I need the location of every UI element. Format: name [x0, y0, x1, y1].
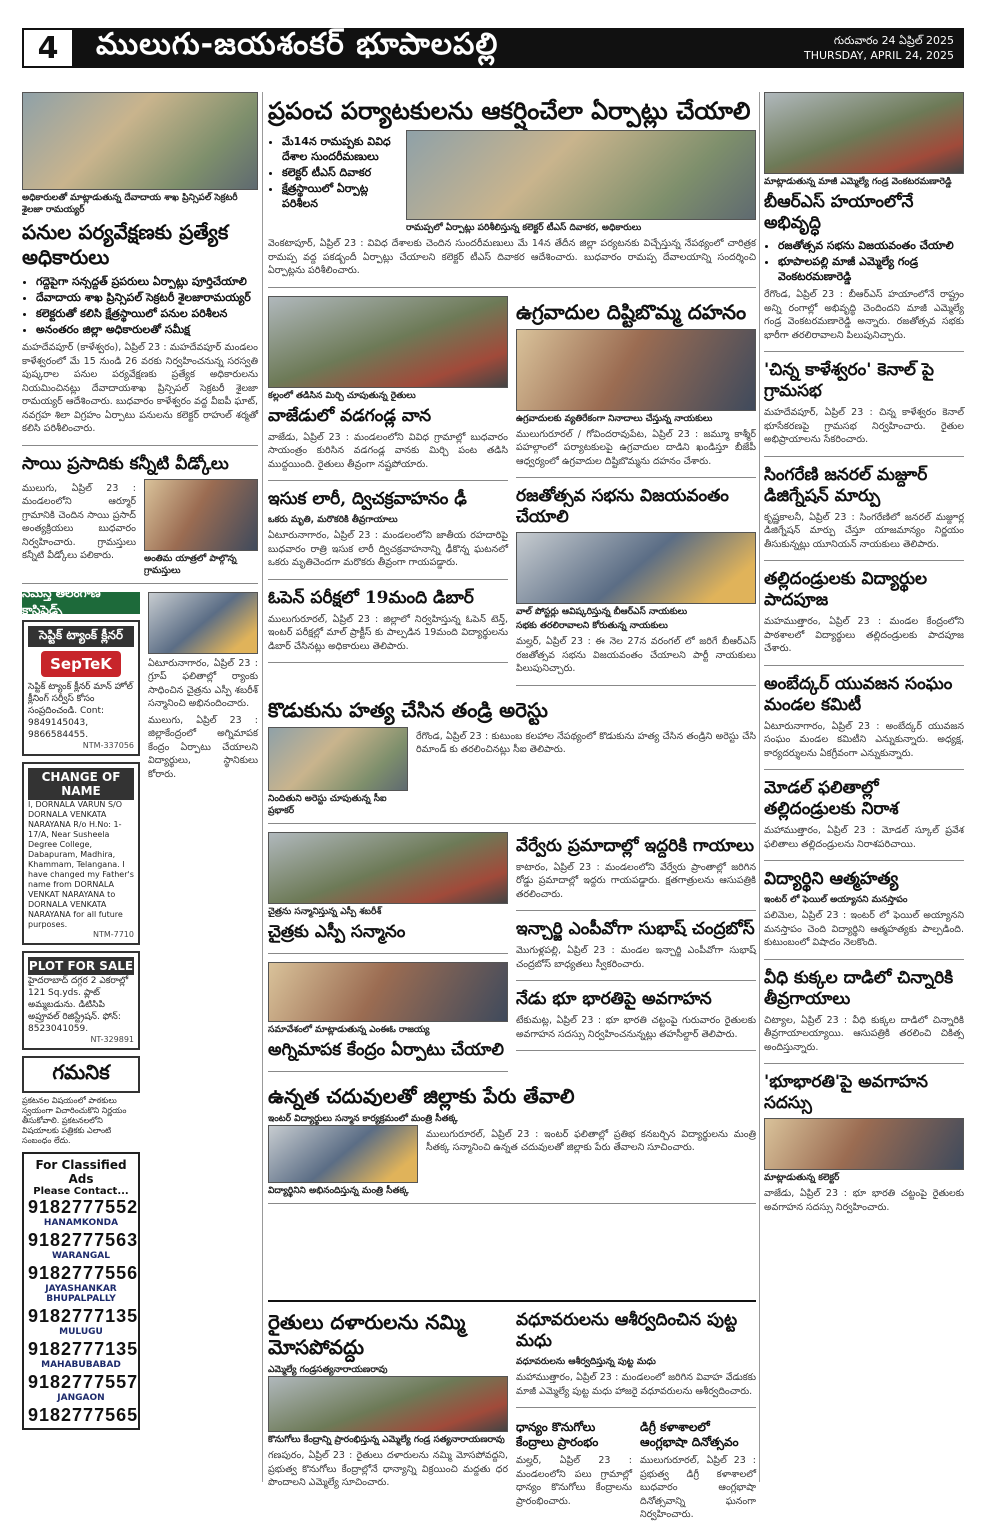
story-body: ఏటూరునాగారం, ఏప్రిల్ 23 : మండలంలోని జాతీయ రహదారిపై బుధవారం రాత్రి ఇసుక లారీ ద్విచక్రవాహనాన్ని ఢీకొన్న ఘటనలో ఒకరు మృతిచెందగా మరొకరు తీవ్రంగా గాయపడ్డారు.: [268, 530, 508, 568]
bullet-list: [268, 134, 398, 211]
contact-area: MULUGU: [59, 1326, 103, 1337]
contact-phone: 9182777135: [28, 1305, 139, 1326]
photo-wrap: [268, 1125, 418, 1197]
date-telugu: గురువారం 24 ఏప్రిల్ 2025: [833, 34, 954, 47]
headline: విద్యార్థిని ఆత్మహత్య: [764, 869, 899, 889]
left-sub-column: [268, 832, 508, 1080]
story-body: ములుగు, ఏప్రిల్ 23 : జిల్లాకేంద్రంలో అగ్నిమాపక కేంద్రం ఏర్పాటు చేయాలని విద్యార్థులు, స్థానికులు కోరారు.: [148, 714, 258, 780]
septic-ad: [22, 620, 140, 756]
ad-text: I, DORNALA VARUN S/O DORNALA VENKATA NARAYANA R/o H.No: 1-17/A, Near Susheela Degree College, Dabapuram, Madhira, Khammam, Telangana. I have changed my Father's name from DORNALA VENKAT NARAYANA to DORNALA VENKATA NARAYANA for all future purposes.: [28, 799, 134, 929]
headline: 'చిన్న కాళేశ్వరం' కెనాల్ పై గ్రామసభ: [764, 360, 934, 401]
photo-wrap: [268, 727, 408, 817]
photo-caption: నిందితుని అరెస్టు చూపుతున్న సీఐ ప్రభాకర్: [268, 793, 387, 816]
story-body: వాజేడు, ఏప్రిల్ 23 : భూ భారతి చట్టంపై రైతులకు అవగాహన సదస్సు నిర్వహించారు.: [764, 1188, 964, 1213]
sub-headline: ఇంటర్ లో ఫెయిల్ అయ్యానని మనస్తాపం: [764, 895, 908, 905]
story-vehicle-accidents: [516, 836, 756, 912]
headline: పనుల పర్యవేక్షణకు ప్రత్యేక అధికారులు: [22, 220, 229, 269]
story-rain: [268, 296, 508, 482]
headline: బీఆర్ఎస్ హయాంలోనే అభివృద్ధి: [764, 192, 914, 233]
ad-label: PLOT FOR SALE: [28, 958, 134, 973]
story-degree: [640, 1416, 756, 1525]
story-open-exam: [268, 588, 508, 664]
ad-label: CHANGE OF NAME: [28, 768, 134, 800]
side-stories: [148, 592, 258, 1430]
story-photo: [148, 592, 258, 654]
story-body: పలిమెల, ఏప్రిల్ 23 : ఇంటర్ లో ఫెయిల్ అయ్యానని మనస్తాపం చెంది విద్యార్థిని ఆత్మహత్యకు పాల్పడింది. కుటుంబంలో విషాదం నెలకొంది.: [764, 910, 964, 948]
classified-contacts: [22, 1152, 140, 1430]
story-brs: [764, 92, 964, 352]
story-photo: [268, 296, 508, 388]
story-body: మహదేవపూర్ (కాళేశ్వరం), ఏప్రిల్ 23 : మహదేవపూర్ మండలం కాళేశ్వరంలో మే 15 నుండి 26 వరకు నిర్వహించనున్న సరస్వతి పుష్కరాల పనుల పర్యవేక్షణకు ప్రత్యేక అధికారులను నియమించినట్లు దేవాదాయశాఖ ప్రిన్సిపల్ సెక్రటరీ శైలజా రామయ్యర్ ఆదేశించారు. బుధవారం కాళేశ్వరం వద్ద వీఐపీ ఘాట్, నవగ్రహ శిలా విగ్రహం ఏర్పాటు పనులను కలెక్టర్ రాహుల్ శర్మతో కలిసి పరిశీలించారు.: [22, 342, 258, 434]
story-canal: [764, 360, 964, 457]
headline: రైతులు దళారులను నమ్మి మోసపోవద్దు: [268, 1310, 466, 1359]
story-row: [22, 479, 258, 577]
story-body: మొగుళ్లపల్లి, ఏప్రిల్ 23 : మండల ఇన్చార్జి ఎంపీవోగా సుభాష్ చంద్రబోస్ బాధ్యతలు స్వీకరించారు.: [516, 945, 756, 970]
page-title: ములుగు-జయశంకర్ భూపాలపల్లి: [96, 27, 499, 62]
story-parents: [764, 569, 964, 666]
contact-phone: 9182777552: [28, 1196, 139, 1217]
story-row: [268, 1125, 756, 1197]
septek-logo: SepTeK: [41, 651, 121, 677]
story-murder: [268, 698, 756, 824]
masthead: [22, 28, 964, 68]
contact-title: For Classified Ads: [35, 1157, 127, 1186]
headline: సాయి ప్రసాదికు కన్నీటి వీడ్కోలు: [22, 453, 229, 474]
story-effigy: [516, 300, 756, 479]
story-body-wrap: [416, 727, 756, 817]
headline: వధూవరులను ఆశీర్వదించిన పుట్ట మధు: [516, 1310, 738, 1351]
gamanika-title: గమనిక: [22, 1056, 140, 1093]
headline: ఓపెన్ పరీక్షలో 19మంది డిబార్: [268, 587, 474, 608]
story-photo: [268, 727, 408, 791]
story-chaitra: [268, 832, 508, 954]
story-row: [268, 296, 756, 694]
story-photo: [516, 532, 756, 604]
bullet-item: • మే14న రామప్పకు వివిధ దేశాల సుందరీమణులు: [282, 134, 398, 164]
contact-phone: 9182777565: [28, 1404, 139, 1425]
contact-subtitle: Please Contact...: [33, 1185, 129, 1197]
story-body: కృష్ణకాలనీ, ఏప్రిల్ 23 : సింగరేణిలో జనరల్ మజ్దూర్ల డిజిగ్నేషన్ మార్పు చేస్తూ యాజమాన్యం నిర్ణయం తీసుకున్నట్లు యూనియన్ నాయకులు తెలిపారు.: [764, 511, 964, 550]
story-higher-studies: [268, 1084, 756, 1204]
story-dog-attack: [764, 968, 964, 1065]
photo-caption: కల్లంలో తడిసిన మిర్చి చూపుతున్న రైతులు: [268, 390, 416, 401]
namasthe-telangana-logo: నమస్తే తెలంగాణ క్లాసిఫైడ్స్: [22, 592, 140, 614]
story-model-school: [764, 778, 964, 861]
story-sand-lorry: [268, 489, 508, 580]
headline: చైత్రకు ఎస్పీ సన్మానం: [268, 921, 406, 942]
photo-caption: చైత్రను సన్మానిస్తున్న ఎస్పీ శబరీశ్: [268, 906, 382, 917]
bullet-wrap: [268, 130, 398, 234]
contact-area: JANGAON: [57, 1392, 105, 1403]
bullet-item: • దేవాదాయ శాఖ ప్రిన్సిపల్ సెక్రటరీ శైలజారామయ్యర్: [36, 290, 258, 305]
contact-phone: 9182777557: [28, 1371, 139, 1392]
headline: ఇన్చార్జి ఎంపీవోగా సుభాష్ చంద్రబోస్: [516, 919, 755, 939]
date-box: [804, 33, 954, 63]
story-farmers: [268, 1306, 508, 1525]
photo-caption: మాట్లాడుతున్న మాజీ ఎమ్మెల్యే గండ్ర వెంకటరమణారెడ్డి: [764, 177, 952, 187]
change-of-name-ad: [22, 762, 140, 945]
bullet-item: • భూపాలపల్లి మాజీ ఎమ్మెల్యే గండ్ర వెంకటరమణారెడ్డి: [778, 254, 964, 284]
photo-caption: అంతిమ యాత్రలో పాల్గొన్న గ్రామస్తులు: [144, 553, 237, 576]
gamanika-text: ప్రకటనల విషయంలో పాఠకులు స్వయంగా విచారించుకొని నిర్ణయం తీసుకోవాలి. ప్రకటనలలోని విషయాలకు పత్రికకు ఎలాంటి సంబంధం లేదు.: [22, 1095, 127, 1145]
ads-row: [22, 585, 258, 1430]
story-wedding: [516, 1310, 756, 1408]
bullet-list: [764, 238, 964, 284]
photo-wrap: [144, 479, 258, 577]
ad-text: సెప్టిక్ ట్యాంక్ క్లీనర్ మాన్ హోల్ క్లీనింగ్ సర్వీస్ కోసం సంప్రదించండి. Cont: 9849145043, 9866584455.: [28, 681, 133, 740]
bullet-item: • గద్దెపైగా సన్సద్దత్ ప్రపరులు ఏర్పాట్లు పూర్తిచేయాలి: [36, 274, 258, 289]
story-body: టేకుమట్ల, ఏప్రిల్ 23 : భూ భారతి చట్టంపై గురువారం రైతులకు అవగాహన సదస్సు నిర్వహించనున్నట్లు తహసీల్దార్ తెలిపారు.: [516, 1015, 756, 1040]
story-body: మహదేవపూర్, ఏప్రిల్ 23 : చిన్న కాళేశ్వరం కెనాల్ భూసేకరణపై గ్రామసభ నిర్వహించారు. రైతుల అభిప్రాయాలను సేకరించారు.: [764, 407, 964, 445]
photo-caption: సభకు తరలిరావాలని కోరుతున్న నాయకులు: [516, 621, 668, 631]
story-photo: [516, 329, 756, 411]
story-body: చిట్యాల, ఏప్రిల్ 23 : వీధి కుక్కల దాడిలో చిన్నారికి తీవ్రగాయాలయ్యాయి. ఆసుపత్రికి తరలించి చికిత్స అందిస్తున్నారు.: [764, 1014, 964, 1053]
headline: ధాన్యం కొనుగోలు కేంద్రాలు ప్రారంభం: [516, 1420, 599, 1449]
story-body: ఏటూరునాగారం, ఏప్రిల్ 23 : గ్రూప్ ఫలితాల్లో ర్యాంకు సాధించిన చైత్రను ఎస్పీ శబరీశ్ సన్మానించి అభినందించారు.: [148, 657, 258, 709]
headline: తల్లిదండ్రులకు విద్యార్థుల పాదపూజ: [764, 569, 928, 610]
photo-wrap: [406, 130, 756, 234]
story-body-wrap: [426, 1125, 756, 1197]
story-bhubharathi-awareness: [764, 1072, 964, 1223]
story-photo: [764, 1118, 964, 1170]
story-photo: [268, 962, 508, 1022]
bottom-band: [268, 1300, 756, 1520]
story-photo: [764, 92, 964, 174]
contact-area: MAHABUBABAD: [41, 1359, 121, 1370]
story-students: [268, 962, 508, 1072]
story-body: మహముత్తారం, ఏప్రిల్ 23 : మండల కేంద్రంలోని పాఠశాలలో విద్యార్థులు తల్లిదండ్రులకు పాదపూజ చేశారు.: [764, 616, 964, 654]
story-ramappa: [268, 96, 756, 288]
headline: ఉన్నత చదువులతో జిల్లాకు పేరు తేవాలి: [268, 1083, 575, 1108]
contact-area: HANAMKONDA: [43, 1217, 119, 1228]
bullet-list: [22, 274, 258, 337]
story-photo: [268, 832, 508, 904]
headline: సింగరేణి జనరల్ మజ్దూర్ డిజిగ్నేషన్ మార్పు: [764, 464, 928, 506]
story-photo: [22, 92, 258, 190]
sub-headline: ఇంటర్ విద్యార్థులు సన్మాన కార్యక్రమంలో మంత్రి సీతక్క: [268, 1113, 458, 1124]
classified-ads: [22, 585, 140, 1430]
story-body: ములుగురూరల్, ఏప్రిల్ 23 : ప్రభుత్వ డిగ్రీ కళాశాలలో బుధవారం ఆంగ్లభాషా దినోత్సవాన్ని ఘనంగా నిర్వహించారు.: [640, 1455, 756, 1520]
story-body: మహాముత్తారం, ఏప్రిల్ 23 : మండలంలో జరిగిన వివాహ వేడుకకు మాజీ ఎమ్మెల్యే పుట్ట మధు హాజరై వధూవరులను ఆశీర్వదించారు.: [516, 1372, 756, 1397]
column-left: [22, 92, 258, 1430]
headline: అంబేద్కర్ యువజన సంఘం మండల కమిటీ: [764, 673, 953, 715]
sub-headline: ఒకరు మృతి, మరొకరికి తీవ్రగాయాలు: [268, 515, 398, 525]
story-body: మల్హర్, ఏప్రిల్ 23 : మండలంలోని పలు గ్రామాల్లో ధాన్యం కొనుగోలు కేంద్రాలను ప్రారంభించారు.: [516, 1455, 632, 1507]
photo-caption: మాట్లాడుతున్న కలెక్టర్: [764, 1173, 840, 1183]
bullet-item: • రజతోత్సవ సభను విజయవంతం చేయాలి: [778, 238, 964, 253]
bullet-item: • కలెక్టరుతో కలిసి క్షేత్రస్థాయిలో పనుల పరిశీలన: [36, 306, 258, 321]
story-grain: [516, 1416, 632, 1525]
plot-for-sale-ad: [22, 951, 140, 1050]
main-headline: ప్రపంచ పర్యాటకులను ఆకర్షించేలా ఏర్పాట్లు చేయాలి: [268, 96, 751, 125]
story-body: ఏటూరునాగారం, ఏప్రిల్ 23 : అంబేద్కర్ యువజన సంఘం మండల కమిటీని ఎన్నుకున్నారు. అధ్యక్ష, కార్యదర్శులను ఏకగ్రీవంగా ఎన్నుకున్నారు.: [764, 720, 964, 759]
column-center: [268, 92, 756, 1212]
story-body: మల్హర్, ఏప్రిల్ 23 : ఈ నెల 27న వరంగల్ లో జరిగే బీఆర్ఎస్ రజతోత్సవ సభను విజయవంతం చేయాలని పార్టీ నాయకులు పిలుపునిచ్చారు.: [516, 636, 756, 674]
contact-area: JAYASHANKAR BHUPALPALLY: [45, 1283, 117, 1304]
photo-caption: విద్యార్థినిని అభినందిస్తున్న మంత్రి సీతక్క: [268, 1185, 409, 1196]
story-photo: [144, 479, 258, 551]
photo-caption: అధికారులతో మాట్లాడుతున్న దేవాదాయ శాఖ ప్రిన్సిపల్ సెక్రటరీ శైలజా రామయ్యర్: [22, 193, 238, 215]
story-photo: [268, 1376, 508, 1432]
page-number: 4: [22, 28, 74, 68]
story-row: [268, 130, 756, 234]
ad-code: NTM-7710: [92, 929, 134, 939]
photo-caption: కొనుగోలు కేంద్రాన్ని ప్రారంభిస్తున్న ఎమ్మెల్యే గండ్ర సత్యనారాయణరావు: [268, 1435, 505, 1445]
left-sub-column: [268, 296, 508, 694]
column-divider: [759, 92, 760, 1482]
bullet-item: • క్షేత్రస్థాయిలో ఏర్పాట్ల పరిశీలన: [282, 181, 398, 211]
ad-label: సెప్టిక్ ట్యాంక్ క్లీనర్: [28, 626, 134, 647]
photo-caption: సమావేశంలో మాట్లాడుతున్న ఎంఈఓ రాజయ్య: [268, 1024, 430, 1035]
story-sai-prasad: [22, 454, 258, 584]
ad-text: హైదరాబాద్ దగ్గర 2 ఎకరాల్లో 121 Sq.yds. ప్లాట్ అమ్మబడును. డిటిసిపి అప్రూవల్ రిజిస్ట్రేషన్. ఫోన్: 8523041059.: [28, 975, 129, 1034]
headline: వాజేడులో వడగండ్ల వాన: [268, 405, 432, 426]
contact-phone: 9182777563: [28, 1229, 139, 1250]
story-body-wrap: [22, 479, 136, 577]
story-ambedkar: [764, 674, 964, 771]
headline: 'భూభారతి'పై అవగాహన సదస్సు: [764, 1072, 928, 1113]
story-body: మహాముత్తారం, ఏప్రిల్ 23 : మోడల్ స్కూల్ ప్రవేశ ఫలితాలు తల్లిదండ్రులను నిరాశపరిచాయి.: [764, 825, 964, 850]
photo-caption: వధూవరులను ఆశీర్వదిస్తున్న పుట్ట మధు: [516, 1357, 656, 1367]
contact-phone: 9182777556: [28, 1262, 139, 1283]
story-body: ములుగురూరల్, ఏప్రిల్ 23 : జిల్లాలో నిర్వహిస్తున్న ఓపెన్ టెన్త్, ఇంటర్ పరీక్షల్లో మాల్ ప్రాక్టీస్ కు పాల్పడిన 19మంది విద్యార్థులను డిబార్ చేసినట్లు అధికారులు తెలిపారు.: [268, 613, 508, 652]
headline: నేడు భూ భారతిపై అవగాహన: [516, 989, 712, 1009]
contact-area: WARANGAL: [51, 1250, 110, 1261]
sub-headline: ఎమ్మెల్యే గండ్రసత్యనారాయణరావు: [268, 1365, 388, 1375]
story-body: రేగొండ, ఏప్రిల్ 23 : కుటుంబ కలహాల నేపథ్యంలో కొడుకును హత్య చేసిన తండ్రిని అరెస్టు చేసి రిమాండ్ కు తరలించినట్లు సీఐ తెలిపారు.: [416, 730, 756, 755]
story-body: ములుగురూరల్, ఏప్రిల్ 23 : ఇంటర్ ఫలితాల్లో ప్రతిభ కనబర్చిన విద్యార్థులను మంత్రి సీతక్క సన్మానించి ఉన్నత చదువులతో జిల్లాకు పేరు తేవాలని సూచించారు.: [426, 1128, 756, 1153]
story-body: ములుగు, ఏప్రిల్ 23 : మండలంలోని ఆర్మూర్ గ్రామానికి చెందిన సాయి ప్రసాద్ అంత్యక్రియలు బుధవారం నిర్వహించారు. గ్రామస్తులు కన్నీటి వీడ్కోలు పలికారు.: [22, 482, 136, 561]
ad-code: NTM-337056: [82, 740, 134, 750]
story-body: ములుగురూరల్ / గోవిందరావుపేట, ఏప్రిల్ 23 : జమ్మూ కాశ్మీర్ పహల్గాంలో పర్యాటకులపై ఉగ్రవాదుల దాడిని ఖండిస్తూ బీజేపీ ఆధ్వర్యంలో ఉగ్రవాదుల దిష్టిబొమ్మను దహనం చేశారు.: [516, 428, 756, 467]
story-rajatotsava: [516, 486, 756, 686]
story-bhubharathi: [516, 989, 756, 1051]
photo-caption: వాల్ పోస్టర్లు ఆవిష్కరిస్తున్న బీఆర్ఎస్ నాయకులు: [516, 607, 688, 617]
right-sub-column: [516, 1306, 756, 1525]
headline: రజతోత్సవ సభను విజయవంతం చేయాలి: [516, 486, 729, 527]
ad-code: NT-329891: [90, 1034, 134, 1044]
headline: డిగ్రీ కళాశాలలో ఆంగ్లభాషా దినోత్సవం: [640, 1420, 739, 1449]
bullet-item: • కలెక్టర్ టీఎస్ దివాకర: [282, 165, 398, 180]
story-photo: [406, 130, 756, 220]
story-mpo: [516, 919, 756, 981]
headline: ఉగ్రవాదుల దిష్టిబొమ్మ దహనం: [516, 299, 747, 324]
photo-caption: రామప్పలో ఏర్పాట్లు పరిశీలిస్తున్న కలెక్టర్ టీఎస్ దివాకర, అధికారులు: [406, 223, 642, 233]
story-body: వెంకటాపూర్, ఏప్రిల్ 23 : వివిధ దేశాలకు చెందిన సుందరీమణులు మే 14న తేదీన జిల్లా పర్యటనకు విచ్చేస్తున్న నేపథ్యంలో చారిత్రక రామప్ప వద్ద పకడ్బందీ ఏర్పాట్లు చేయాలని కలెక్టర్ టీఎస్ దివాకర ఆదేశించారు. బుధవారం రామప్ప దేవాలయాన్ని సందర్శించి ఏర్పాట్లను పరిశీలించారు.: [268, 238, 756, 276]
column-divider: [262, 92, 263, 1482]
story-singareni: [764, 465, 964, 562]
story-body: కాటారం, ఏప్రిల్ 23 : మండలంలోని వేర్వేరు ప్రాంతాల్లో జరిగిన రోడ్డు ప్రమాదాల్లో ఇద్దరు గాయపడ్డారు. క్షతగాత్రులను ఆసుపత్రికి తరలించారు.: [516, 861, 756, 900]
headline: అగ్నిమాపక కేంద్రం ఏర్పాటు చేయాలి: [268, 1039, 504, 1060]
story-suicide: [764, 869, 964, 960]
headline: వీధి కుక్కల దాడిలో చిన్నారికి తీవ్రగాయాలు: [764, 967, 954, 1009]
story-row: [268, 727, 756, 817]
bullet-item: • అనంతరం జిల్లా అధికారులతో సమీక్ష: [36, 322, 258, 337]
headline: కొడుకును హత్య చేసిన తండ్రి అరెస్టు: [268, 697, 548, 722]
photo-caption: ఉగ్రవాదులకు వ్యతిరేకంగా నినాదాలు చేస్తున్న నాయకులు: [516, 413, 713, 424]
contact-phone: 9182777135: [28, 1338, 139, 1359]
headline: మోడల్ ఫలితాల్లో తల్లిదండ్రులకు నిరాశ: [764, 778, 899, 819]
column-right: [764, 92, 964, 1231]
headline: వేర్వేరు ప్రమాదాల్లో ఇద్దరికి గాయాలు: [516, 835, 754, 856]
story-row: [268, 832, 756, 1080]
story-row: [268, 1306, 756, 1525]
right-sub-column: [516, 296, 756, 694]
date-english: THURSDAY, APRIL 24, 2025: [804, 49, 954, 62]
right-sub-column: [516, 832, 756, 1080]
story-body: గణపురం, ఏప్రిల్ 23 : రైతులు దళారులను నమ్మి మోసపోవద్దని, ప్రభుత్వ కొనుగోలు కేంద్రాల్లోనే ధాన్యాన్ని విక్రయించి మద్దతు ధర పొందాలని ఎమ్మెల్యే సూచించారు.: [268, 1450, 508, 1488]
story-body: రేగొండ, ఏప్రిల్ 23 : బీఆర్ఎస్ హయాంలోనే రాష్ట్రం అన్ని రంగాల్లో అభివృద్ధి చెందిందని మాజీ ఎమ్మెల్యే గండ్ర వెంకటరమణారెడ్డి అన్నారు. రజతోత్సవ సభకు భారీగా తరలిరావాలని పిలుపునిచ్చారు.: [764, 289, 964, 341]
story-special-officers: [22, 92, 258, 446]
headline: ఇసుక లారీ, ద్విచక్రవాహనం ఢీ: [268, 489, 467, 509]
story-row: [516, 1416, 756, 1525]
story-photo: [268, 1125, 418, 1183]
story-body: వాజేడు, ఏప్రిల్ 23 : మండలంలోని వివిధ గ్రామాల్లో బుధవారం సాయంత్రం కురిసిన వడగండ్ల వానకు మిర్చి పంట తడిసి ముద్దయింది. రైతులు తీవ్రంగా నష్టపోయారు.: [268, 431, 508, 470]
